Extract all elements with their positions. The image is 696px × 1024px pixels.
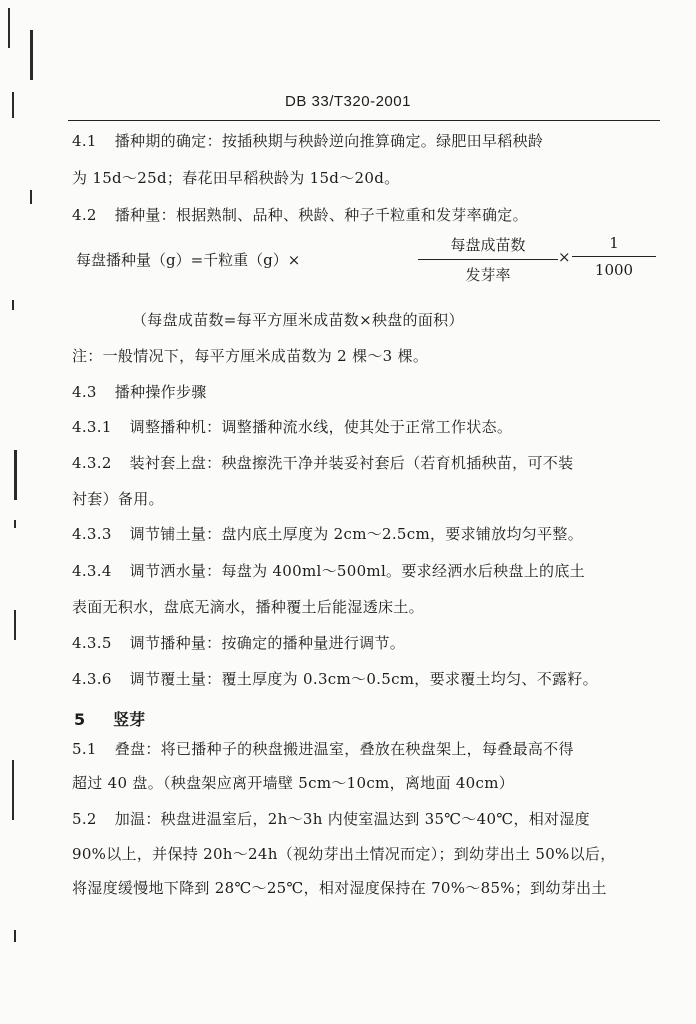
section-4-1	[72, 130, 543, 151]
section-text: 根据熟制、品种、秧龄、种子千粒重和发芽率确定。	[175, 206, 528, 224]
section-number: 4.1	[72, 132, 97, 150]
section-text: 按插秧期与秧龄逆向推算确定。绿肥田早稻秧龄	[221, 132, 544, 150]
section-text: 每盘为 400ml～500ml。要求经洒水后秧盘上的底土	[221, 562, 585, 580]
fraction-bar	[572, 256, 656, 257]
fraction-bar	[418, 259, 558, 260]
section-number: 5.2	[72, 810, 97, 828]
section-title: 调节洒水量：	[129, 562, 222, 580]
section-title: 装衬套上盘：	[129, 454, 222, 472]
formula-fraction-2	[572, 234, 656, 279]
section-title: 调整播种机：	[129, 418, 222, 436]
section-title: 播种量：	[114, 206, 176, 224]
header-rule	[68, 120, 660, 121]
fraction-denominator: 发芽率	[465, 266, 511, 284]
standard-code-header: DB 33/T320-2001	[285, 93, 411, 110]
section-title: 竖芽	[113, 710, 146, 729]
section-number: 4.3.1	[72, 418, 112, 436]
section-4-3-4	[72, 560, 585, 581]
seeding-rate-formula	[72, 232, 672, 282]
formula-note: （每盘成苗数=每平方厘米成苗数×秧盘的面积）	[132, 311, 464, 329]
section-title: 调节铺土量：	[129, 525, 222, 543]
section-number: 4.3.3	[72, 525, 112, 543]
formula-remark: 注：一般情况下，每平方厘米成苗数为 2 棵～3 棵。	[72, 347, 429, 365]
section-text: 将已播种子的秧盘搬进温室，叠放在秧盘架上，每叠最高不得	[160, 740, 574, 758]
section-number: 4.3	[72, 383, 97, 401]
section-title: 播种操作步骤	[114, 383, 207, 401]
section-number: 4.3.5	[72, 634, 112, 652]
section-4-3-3	[72, 523, 583, 544]
section-number: 5.1	[72, 740, 97, 758]
section-4-3	[72, 381, 207, 402]
section-number: 4.2	[72, 206, 97, 224]
section-5-heading	[74, 707, 145, 730]
fraction-numerator: 1	[609, 234, 619, 252]
section-number: 4.3.2	[72, 454, 112, 472]
section-5-1-cont: 超过 40 盘。（秧盘架应离开墙壁 5cm～10cm，离地面 40cm）	[72, 774, 515, 792]
section-4-3-6	[72, 668, 598, 689]
section-4-1-cont: 为 15d～25d；春花田早稻秧龄为 15d～20d。	[72, 169, 400, 187]
section-text: 秧盘进温室后，2h～3h 内使室温达到 35℃～40℃，相对湿度	[160, 810, 590, 828]
section-5-1	[72, 738, 574, 759]
section-title: 播种期的确定：	[114, 132, 222, 150]
section-4-2	[72, 204, 528, 225]
formula-fraction-1	[418, 234, 558, 285]
fraction-denominator: 1000	[594, 261, 634, 279]
section-5-2-cont-1: 90%以上，并保持 20h～24h（视幼芽出土情况而定）；到幼芽出土 50%以后，	[72, 845, 616, 863]
section-text: 调整播种流水线，使其处于正常工作状态。	[221, 418, 513, 436]
section-number: 4.3.4	[72, 562, 112, 580]
section-4-3-2-cont: 衬套）备用。	[72, 490, 164, 508]
section-4-3-5	[72, 632, 405, 653]
scan-margin-marks	[0, 0, 40, 1024]
section-title: 调节覆土量：	[129, 670, 222, 688]
section-title: 调节播种量：	[129, 634, 222, 652]
section-number: 4.3.6	[72, 670, 112, 688]
multiply-sign: ×	[558, 248, 571, 266]
section-title: 叠盘：	[114, 740, 161, 758]
section-title: 加温：	[114, 810, 161, 828]
section-number: 5	[74, 710, 86, 729]
section-5-2-cont-2: 将湿度缓慢地下降到 28℃～25℃，相对湿度保持在 70%～85%；到幼芽出土	[72, 879, 607, 897]
section-5-2	[72, 808, 590, 829]
section-4-3-4-cont: 表面无积水，盘底无滴水，播种覆土后能湿透床土。	[72, 598, 424, 616]
fraction-numerator: 每盘成苗数	[450, 236, 526, 254]
section-text: 秧盘擦洗干净并装妥衬套后（若育机插秧苗，可不装	[221, 454, 574, 472]
section-text: 盘内底土厚度为 2cm～2.5cm，要求铺放均匀平整。	[221, 525, 584, 543]
section-text: 覆土厚度为 0.3cm～0.5cm，要求覆土均匀、不露籽。	[221, 670, 598, 688]
section-4-3-2	[72, 452, 573, 473]
formula-lhs: 每盘播种量（g）=千粒重（g）×	[76, 251, 301, 269]
section-text: 按确定的播种量进行调节。	[221, 634, 406, 652]
section-4-3-1	[72, 416, 512, 437]
